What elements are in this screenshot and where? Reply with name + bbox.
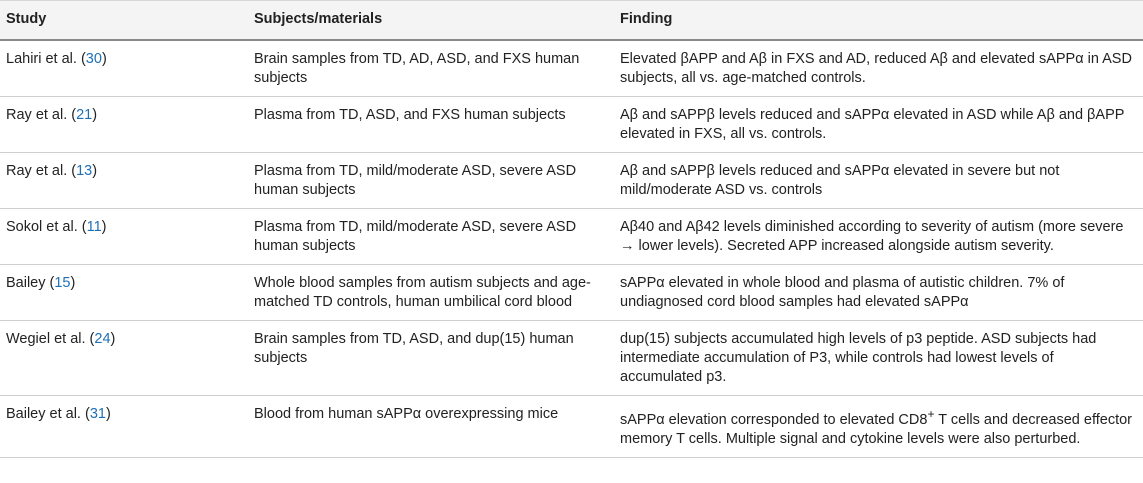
table-row <box>0 396 1143 458</box>
study-name: Sokol et al. ( <box>6 219 87 235</box>
finding-cell: sAPPα elevated in whole blood and plasma of autistic children. 7% of undiagnosed cord blood samples had elevated sAPPα <box>614 265 1143 321</box>
subjects-cell: Plasma from TD, ASD, and FXS human subjects <box>248 97 614 153</box>
study-name: Bailey ( <box>6 275 55 291</box>
study-cell <box>0 396 248 458</box>
finding-cell: Elevated βAPP and Aβ in FXS and AD, reduced Aβ and elevated sAPPα in ASD subjects, all vs. age-matched controls. <box>614 40 1143 97</box>
header-study: Study <box>0 1 248 41</box>
finding-cell: Aβ and sAPPβ levels reduced and sAPPα elevated in severe but not mild/moderate ASD vs. controls <box>614 153 1143 209</box>
finding-cell: Aβ and sAPPβ levels reduced and sAPPα elevated in ASD while Aβ and βAPP elevated in FXS, all vs. controls. <box>614 97 1143 153</box>
header-subjects: Subjects/materials <box>248 1 614 41</box>
header-row <box>0 1 1143 41</box>
finding-cell <box>614 396 1143 458</box>
study-name: Bailey et al. ( <box>6 406 90 422</box>
study-close: ) <box>101 51 107 67</box>
table-header <box>0 1 1143 41</box>
table-row <box>0 153 1143 209</box>
study-close: ) <box>70 275 76 291</box>
study-close: ) <box>92 163 98 179</box>
subjects-cell: Brain samples from TD, ASD, and dup(15) human subjects <box>248 321 614 396</box>
reference-link[interactable]: 15 <box>54 275 71 291</box>
table-row <box>0 209 1143 265</box>
table-body <box>0 40 1143 457</box>
reference-link[interactable]: 11 <box>86 219 102 235</box>
study-cell <box>0 153 248 209</box>
study-cell <box>0 209 248 265</box>
reference-link[interactable]: 30 <box>85 51 102 67</box>
table-row <box>0 40 1143 97</box>
study-name: Wegiel et al. ( <box>6 331 95 347</box>
reference-link[interactable]: 21 <box>76 107 93 123</box>
subjects-cell: Brain samples from TD, AD, ASD, and FXS human subjects <box>248 40 614 97</box>
study-close: ) <box>105 406 111 422</box>
finding-cell: dup(15) subjects accumulated high levels of p3 peptide. ASD subjects had intermediate accumulation of P3, while controls had lowest levels of accumulated p3. <box>614 321 1143 396</box>
table-row <box>0 321 1143 396</box>
study-cell <box>0 265 248 321</box>
finding-text-start: sAPPα elevation corresponded to elevated CD8 <box>620 411 928 428</box>
reference-link[interactable]: 31 <box>89 406 106 422</box>
header-finding: Finding <box>614 1 1143 41</box>
study-cell <box>0 321 248 396</box>
subjects-cell: Plasma from TD, mild/moderate ASD, severe ASD human subjects <box>248 209 614 265</box>
finding-text-end: T cells and decreased effector memory T cells. Multiple signal and cytokine levels were also perturbed. <box>620 411 1132 447</box>
table-row <box>0 265 1143 321</box>
study-cell <box>0 40 248 97</box>
reference-link[interactable]: 13 <box>76 163 93 179</box>
study-close: ) <box>110 331 116 347</box>
study-name: Ray et al. ( <box>6 107 77 123</box>
study-name: Lahiri et al. ( <box>6 51 86 67</box>
superscript-plus: + <box>927 407 935 421</box>
study-name: Ray et al. ( <box>6 163 77 179</box>
reference-link[interactable]: 24 <box>94 331 111 347</box>
subjects-cell: Plasma from TD, mild/moderate ASD, severe ASD human subjects <box>248 153 614 209</box>
table-row <box>0 97 1143 153</box>
study-close: ) <box>101 219 107 235</box>
study-cell <box>0 97 248 153</box>
subjects-cell: Whole blood samples from autism subjects and age-matched TD controls, human umbilical cord blood <box>248 265 614 321</box>
subjects-cell: Blood from human sAPPα overexpressing mice <box>248 396 614 458</box>
study-close: ) <box>92 107 98 123</box>
finding-cell: Aβ40 and Aβ42 levels diminished according to severity of autism (more severe → lower levels). Secreted APP increased alongside autism severity. <box>614 209 1143 265</box>
